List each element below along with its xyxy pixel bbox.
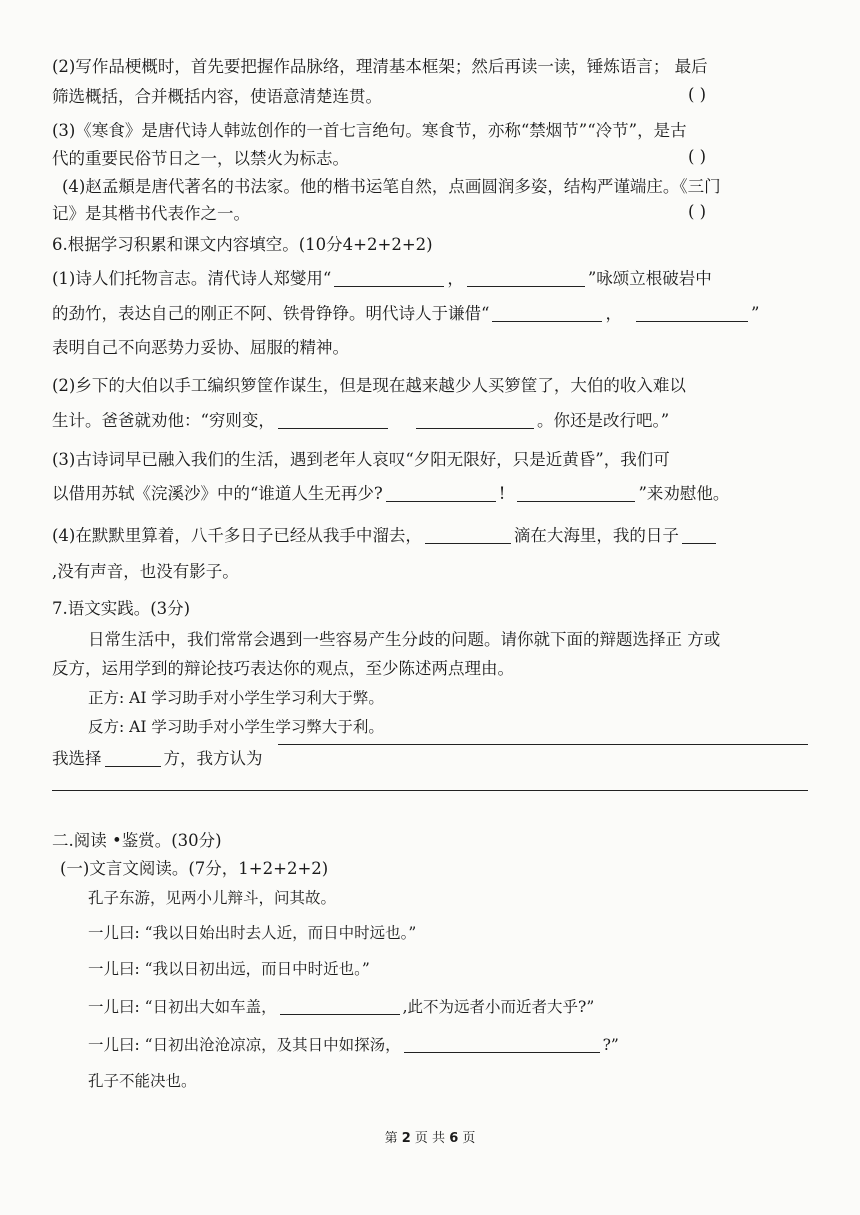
fill-blank[interactable]: [425, 527, 511, 544]
text: (4)在默默里算着，八千多日子已经从我手中溜去，: [52, 526, 422, 545]
q6-part3-line2: [52, 483, 808, 505]
text: 。你还是改行吧。”: [536, 411, 670, 430]
text: ”: [750, 304, 760, 323]
text: 我选择: [52, 749, 102, 768]
side-blank[interactable]: [105, 750, 161, 767]
judge-item-4-line2: 记》是其楷书代表作之一。: [52, 204, 250, 223]
q6-part4-line1: [52, 525, 808, 547]
classical-text-line: 一儿曰: “我以日始出时去人近，而日中时远也。”: [88, 924, 417, 942]
fill-blank[interactable]: [682, 527, 716, 544]
fill-blank[interactable]: [404, 1036, 600, 1053]
q6-part3-line1: (3)古诗词早已融入我们的生活，遇到老年人哀叹“夕阳无限好，只是近黄昏”，我们可: [52, 450, 670, 469]
text: 以借用苏轼《浣溪沙》中的“谁道人生无再少?: [52, 484, 383, 503]
text: 一儿曰: “日初出沧沧凉凉，及其日中如探汤，: [88, 1036, 401, 1054]
section-2-subtitle: (一)文言文阅读。(7分，1+2+2+2): [60, 859, 329, 878]
text: 滴在大海里，我的日子: [513, 526, 679, 545]
text: 方，我方认为: [163, 749, 263, 768]
text: 生计。爸爸就劝他：“穷则变，: [52, 411, 275, 430]
answer-paren[interactable]: ( ): [688, 202, 707, 221]
text: ，: [605, 304, 622, 323]
answer-rule[interactable]: [278, 744, 808, 745]
classical-text-line: 一儿曰: “我以日初出远，而日中时近也。”: [88, 960, 370, 978]
q7-pro-side: 正方: AI 学习助手对小学生学习利大于弊。: [88, 689, 384, 707]
fill-blank[interactable]: [467, 270, 585, 287]
fill-blank[interactable]: [416, 412, 534, 429]
text: 的劲竹，表达自己的刚正不阿、铁骨铮铮。明代诗人于谦借“: [52, 304, 490, 323]
answer-paren[interactable]: ( ): [688, 147, 707, 166]
judge-item-3-line1: (3)《寒食》是唐代诗人韩竑创作的一首七言绝句。寒食节，亦称“禁烟节”“冷节”，是古: [52, 121, 687, 140]
q6-title: 6.根据学习积累和课文内容填空。(10分4+2+2+2): [52, 235, 433, 254]
text: ”咏颂立根破岩中: [587, 269, 712, 288]
fill-blank[interactable]: [280, 998, 400, 1015]
q7-prompt-line1: 日常生活中，我们常常会遇到一些容易产生分歧的问题。请你就下面的辩题选择正 方或: [88, 630, 721, 649]
page-footer: [0, 1127, 860, 1146]
answer-rule[interactable]: [52, 790, 808, 791]
text: ,此不为远者小而近者大乎?”: [402, 998, 595, 1016]
classical-text-line: [88, 996, 808, 1018]
text: (1)诗人们托物言志。清代诗人郑燮用“: [52, 269, 332, 288]
q7-prompt-line2: 反方，运用学到的辩论技巧表达你的观点，至少陈述两点理由。: [52, 659, 514, 678]
q6-part4-line2: ,没有声音，也没有影子。: [52, 562, 239, 581]
fill-blank[interactable]: [636, 305, 748, 322]
footer-text: 第: [384, 1131, 398, 1146]
fill-blank[interactable]: [278, 412, 388, 429]
q7-con-side: 反方: AI 学习助手对小学生学习弊大于利。: [88, 718, 384, 736]
footer-text: 页: [462, 1131, 476, 1146]
classical-text-line: 孔子东游，见两小儿辩斗，问其故。: [88, 889, 337, 907]
text: ”来劝慰他。: [638, 484, 730, 503]
fill-blank[interactable]: [386, 485, 496, 502]
text: ?”: [602, 1036, 619, 1054]
classical-text-line: 孔子不能决也。: [88, 1072, 197, 1090]
page-number: 2: [401, 1131, 411, 1146]
fill-blank[interactable]: [334, 270, 444, 287]
q7-title: 7.语文实践。(3分): [52, 599, 191, 618]
q6-part1-line3: 表明自己不向恶势力妥协、屈服的精神。: [52, 338, 349, 357]
judge-item-4-line1: (4)赵孟頫是唐代著名的书法家。他的楷书运笔自然，点画圆润多姿，结构严谨端庄。《三门: [62, 177, 721, 196]
footer-text: 页 共: [414, 1131, 446, 1146]
total-pages: 6: [449, 1131, 459, 1146]
q6-part1-line1: [52, 268, 808, 290]
classical-text-line: [88, 1034, 808, 1056]
judge-item-2-line1: (2)写作品梗概时，首先要把握作品脉络，理清基本框架；然后再读一读，锤炼语言； 最后: [52, 57, 708, 76]
fill-blank[interactable]: [517, 485, 635, 502]
q6-part1-line2: [52, 303, 808, 325]
text: 一儿曰: “日初出大如车盖，: [88, 998, 277, 1016]
fill-blank[interactable]: [492, 305, 602, 322]
text: ，: [447, 269, 464, 288]
judge-item-3-line2: 代的重要民俗节日之一，以禁火为标志。: [52, 149, 349, 168]
q6-part2-line1: (2)乡下的大伯以手工编织箩筐作谋生，但是现在越来越少人买箩筐了，大伯的收入难以: [52, 376, 686, 395]
answer-paren[interactable]: ( ): [688, 85, 707, 104]
section-2-title: 二.阅读 •鉴赏。(30分): [52, 831, 222, 850]
q6-part2-line2: [52, 410, 808, 432]
judge-item-2-line2: 筛选概括，合并概括内容，使语意清楚连贯。: [52, 87, 382, 106]
q7-answer-line: [52, 748, 808, 770]
text: !: [498, 484, 506, 503]
